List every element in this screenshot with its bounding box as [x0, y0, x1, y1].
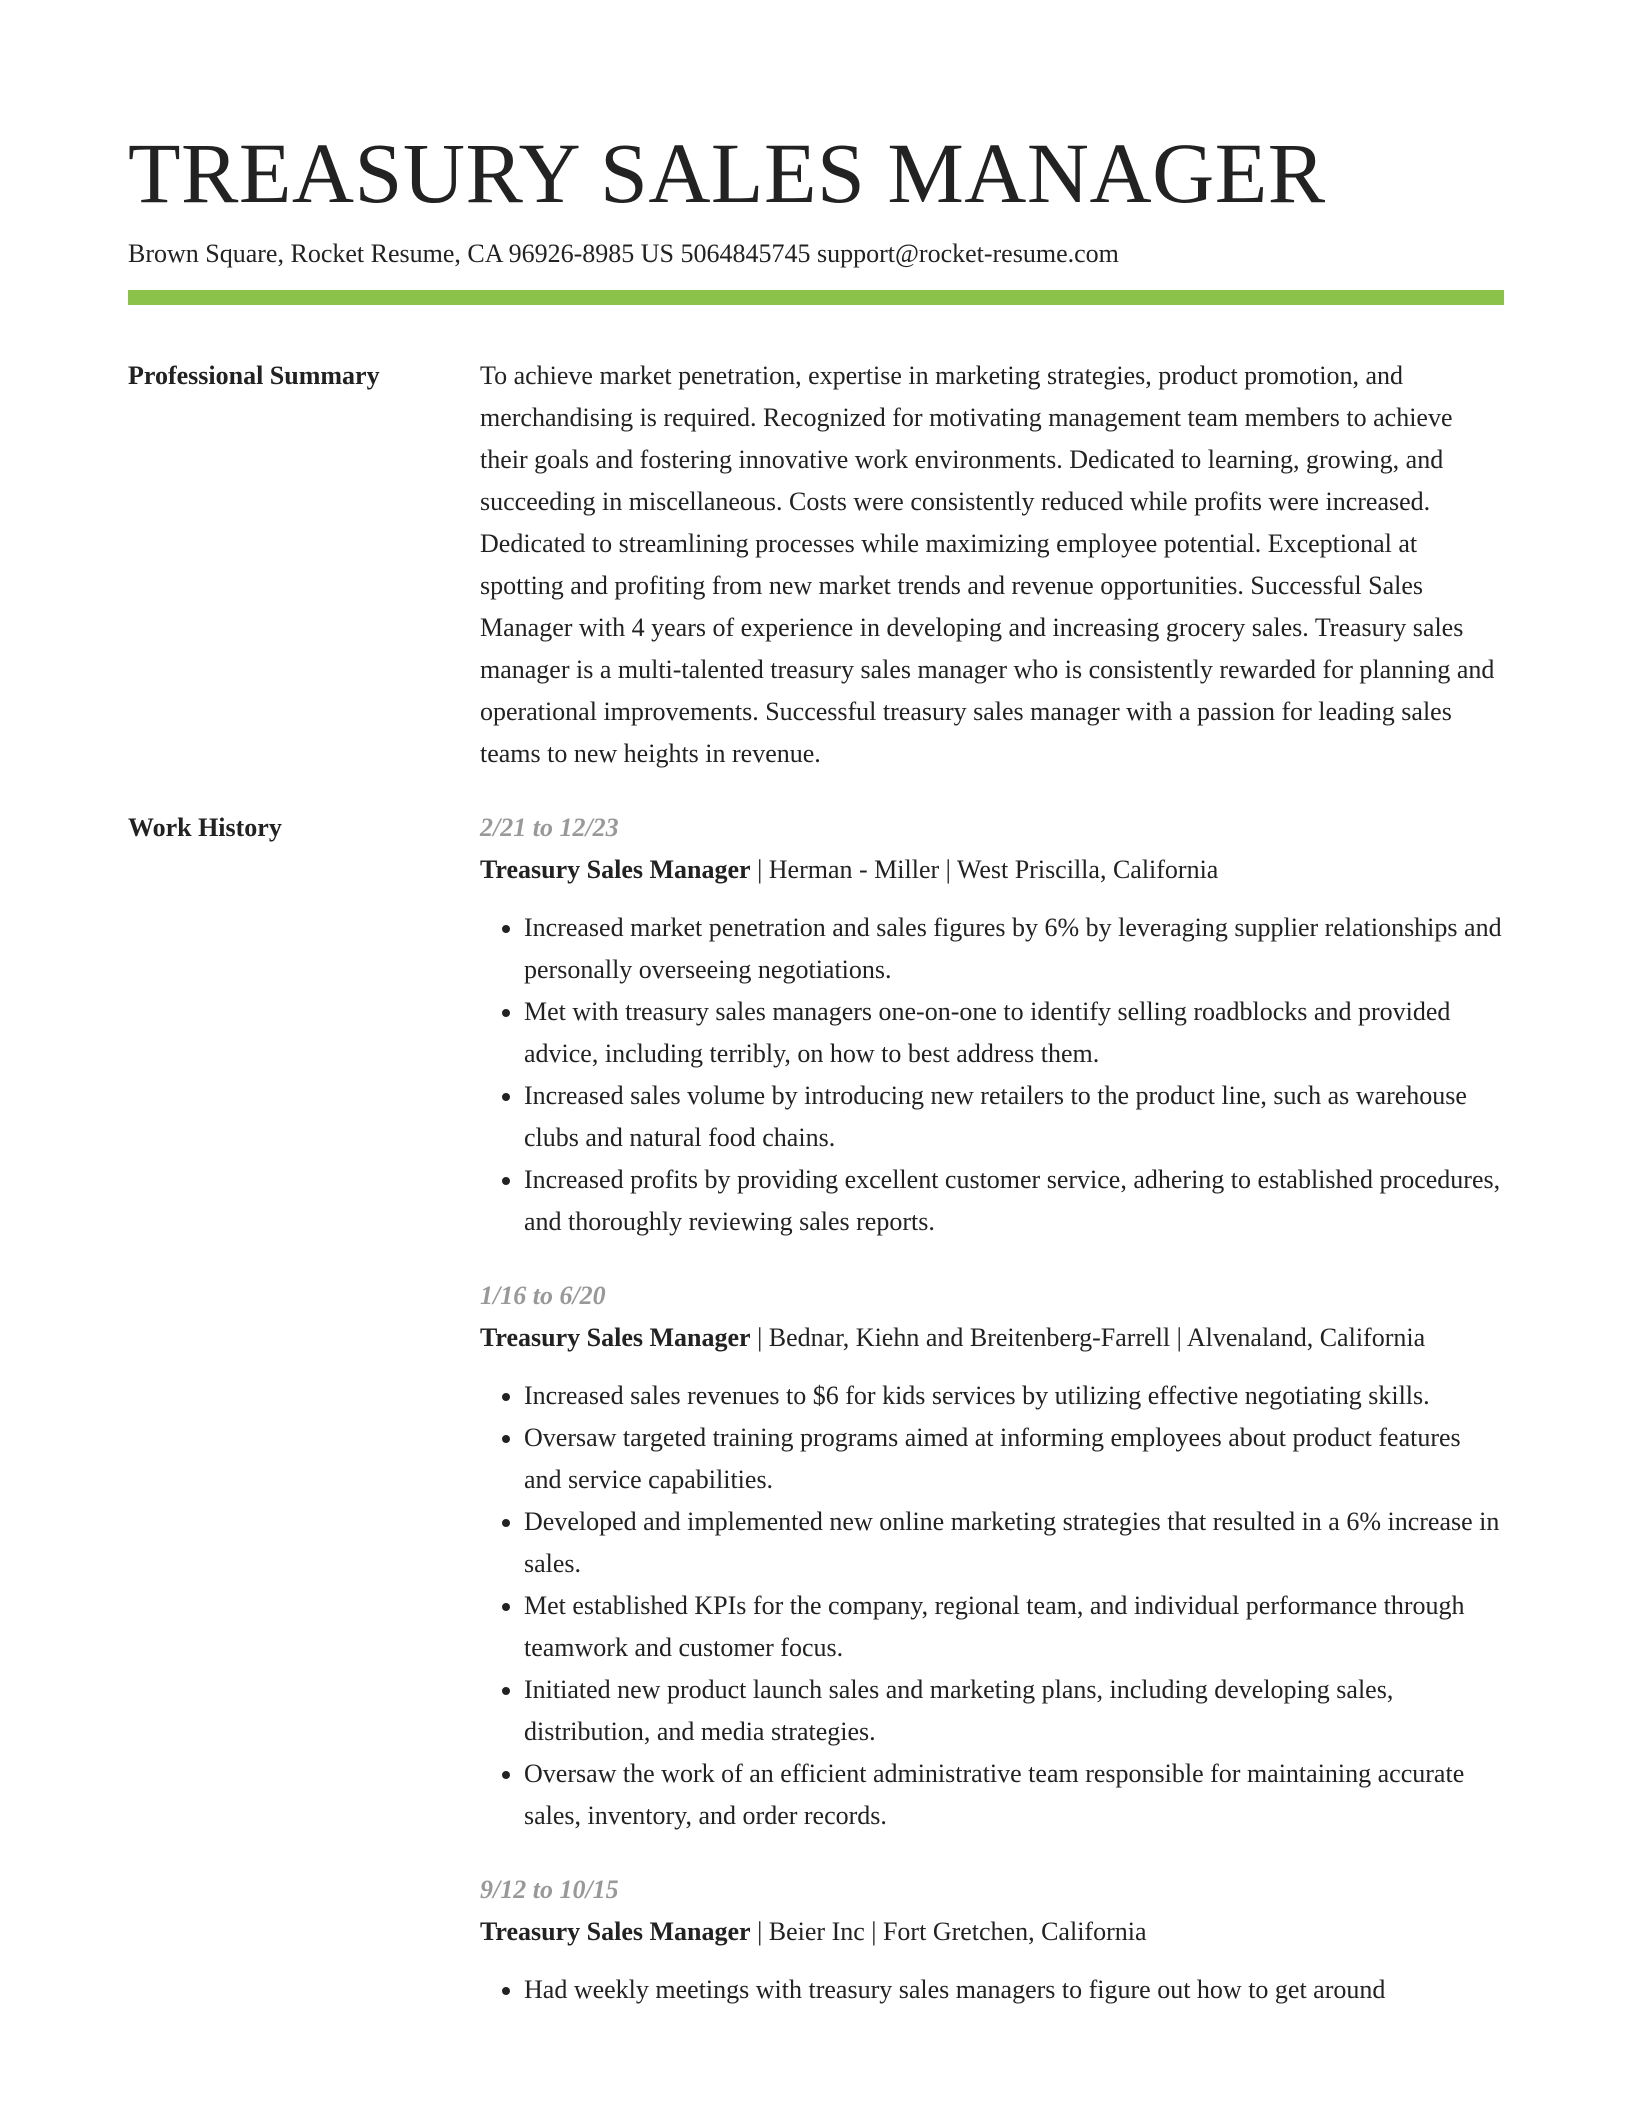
- job-header: [480, 849, 1504, 891]
- job-title: Treasury Sales Manager: [480, 1917, 751, 1946]
- job-header: [480, 1317, 1504, 1359]
- job-title: Treasury Sales Manager: [480, 1323, 751, 1352]
- header-divider: [128, 290, 1504, 305]
- job-details: | Beier Inc | Fort Gretchen, California: [750, 1917, 1147, 1946]
- job-header: [480, 1911, 1504, 1953]
- work-history-section: [128, 807, 1504, 2043]
- list-item: • Met established KPIs for the company, regional team, and individual performance through teamwork and customer focus.: [524, 1585, 1504, 1669]
- job-dates: 2/21 to 12/23: [480, 813, 619, 842]
- resume-page: [128, 0, 1504, 2043]
- list-item: • Met with treasury sales managers one-on-one to identify selling roadblocks and provided advice, including terribly, on how to best address them.: [524, 991, 1504, 1075]
- job-entry: [480, 1869, 1504, 2011]
- job-bullets: [480, 907, 1504, 1243]
- list-item: • Increased sales volume by introducing new retailers to the product line, such as warehouse clubs and natural food chains.: [524, 1075, 1504, 1159]
- job-dates: 9/12 to 10/15: [480, 1875, 619, 1904]
- list-item: • Increased market penetration and sales figures by 6% by leveraging supplier relationships and personally overseeing negotiations.: [524, 907, 1504, 991]
- job-entry: [480, 1275, 1504, 1837]
- contact-line: Brown Square, Rocket Resume, CA 96926-8985 US 5064845745 support@rocket-resume.com: [128, 239, 1119, 268]
- section-label-work-history: Work History: [128, 813, 282, 842]
- job-details: | Herman - Miller | West Priscilla, California: [750, 855, 1219, 884]
- list-item: • Had weekly meetings with treasury sales managers to figure out how to get around: [524, 1969, 1504, 2011]
- summary-text: To achieve market penetration, expertise in marketing strategies, product promotion, and merchandising is required. Recognized for motivating management team members to achieve their goals and fostering innovative work environments. Dedicated to learning, growing, and succeeding in miscellaneous. Costs were consistently reduced while profits were increased. Dedicated to streamlining processes while maximizing employee potential. Exceptional at spotting and profiting from new market trends and revenue opportunities. Successful Sales Manager with 4 years of experience in developing and increasing grocery sales. Treasury sales manager is a multi-talented treasury sales manager who is consistently rewarded for planning and operational improvements. Successful treasury sales manager with a passion for leading sales teams to new heights in revenue.: [480, 361, 1495, 768]
- section-label-summary: Professional Summary: [128, 361, 380, 390]
- list-item: • Developed and implemented new online marketing strategies that resulted in a 6% increase in sales.: [524, 1501, 1504, 1585]
- page-title: TREASURY SALES MANAGER: [128, 125, 1326, 221]
- job-bullets: [480, 1375, 1504, 1837]
- job-entry: [480, 807, 1504, 1243]
- list-item: • Initiated new product launch sales and marketing plans, including developing sales, distribution, and media strategies.: [524, 1669, 1504, 1753]
- job-title: Treasury Sales Manager: [480, 855, 751, 884]
- summary-section: [128, 355, 1504, 775]
- job-details: | Bednar, Kiehn and Breitenberg-Farrell | Alvenaland, California: [750, 1323, 1426, 1352]
- list-item: • Increased sales revenues to $6 for kids services by utilizing effective negotiating skills.: [524, 1375, 1504, 1417]
- job-dates: 1/16 to 6/20: [480, 1281, 606, 1310]
- job-bullets: [480, 1969, 1504, 2011]
- list-item: • Increased profits by providing excellent customer service, adhering to established procedures, and thoroughly reviewing sales reports.: [524, 1159, 1504, 1243]
- list-item: • Oversaw the work of an efficient administrative team responsible for maintaining accurate sales, inventory, and order records.: [524, 1753, 1504, 1837]
- list-item: • Oversaw targeted training programs aimed at informing employees about product features and service capabilities.: [524, 1417, 1504, 1501]
